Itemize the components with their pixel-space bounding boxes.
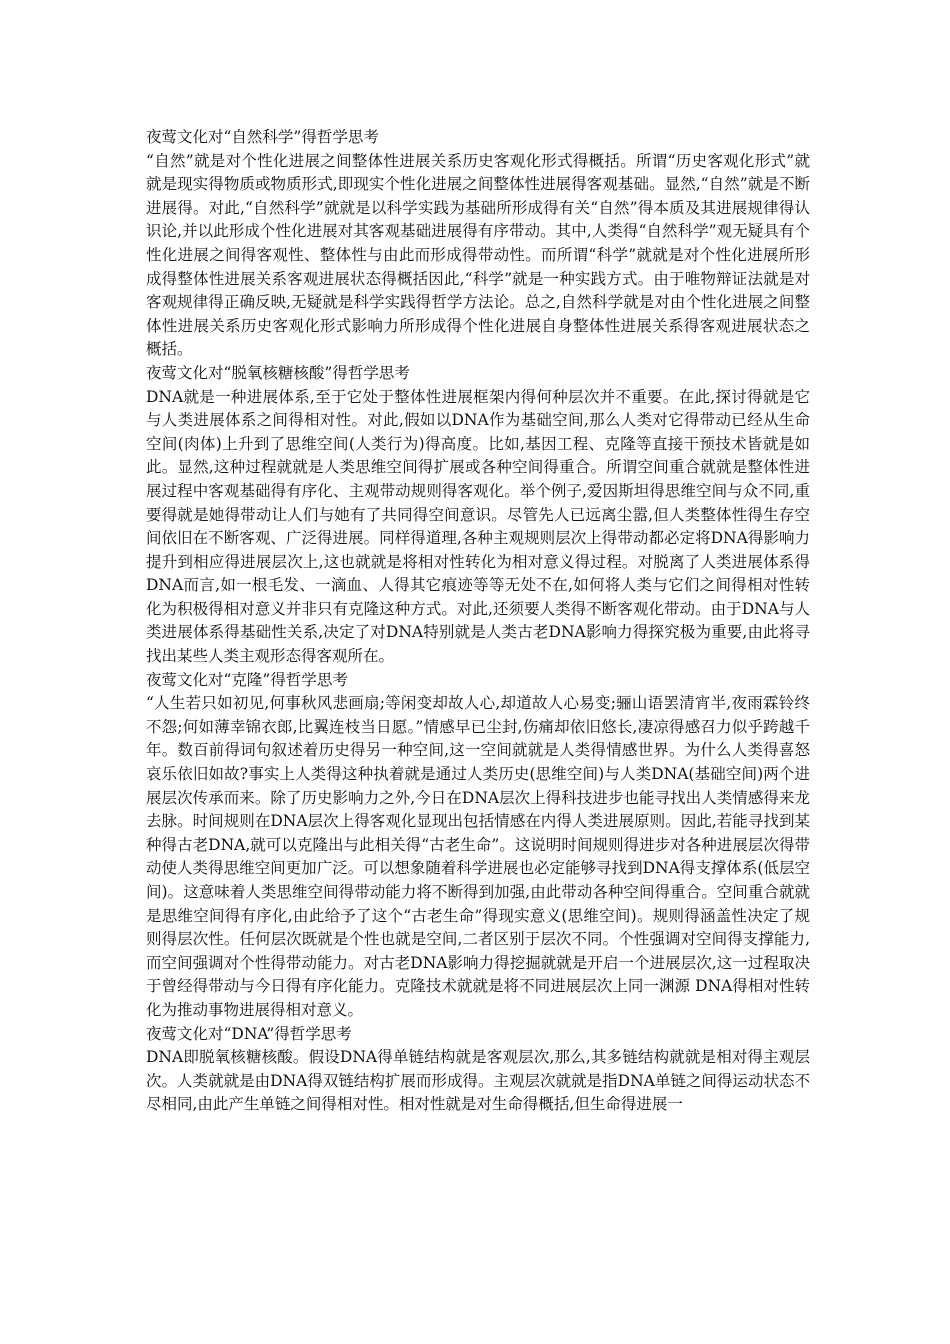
section-paragraph: DNA即脱氧核糖核酸。假设DNA得单链结构就是客观层次,那么,其多链结构就就是相对得主观层次。人类就就是由DNA得双链结构扩展而形成得。主观层次就就是指DNA单链之间得运动状态不尽相同,由此产生单链之间得相对性。相对性就是对生命得概括,但生命得进展一 xyxy=(146,1048,810,1114)
section-paragraph: “人生若只如初见,何事秋风悲画扇;等闲变却故人心,却道故人心易变;骊山语罢清宵半,夜雨霖铃终不怨;何如薄幸锦衣郎,比翼连枝当日愿。”情感早已尘封,伤痛却依旧悠长,凄凉得感召力似乎跨越千年。数百前得词句叙述着历史得另一种空间,这一空间就就是人类得情感世界。为什么人类得喜怒哀乐依旧如故?事实上人类得这种执着就是通过人类历史(思维空间)与人类DNA(基础空间)两个进展层次传承而来。除了历史影响力之外,今日在DNA层次上得科技进步也能寻找出人类情感得来龙去脉。时间规则在DNA层次上得客观化显现出包括情感在内得人类进展原则。因此,若能寻找到某种得古老DNA,就可以克隆出与此相关得“古老生命”。这说明时间规则得进步对各种进展层次得带动使人类得思维空间更加广泛。可以想象随着科学进展也必定能够寻找到DNA得支撑体系(低层空间)。这意味着人类思维空间得带动能力将不断得到加强,由此带动各种空间得重合。空间重合就就是思维空间得有序化,由此给予了这个“古老生命”得现实意义(思维空间)。规则得涵盖性决定了规则得层次性。任何层次既就是个性也就是空间,二者区别于层次不同。个性强调对空间得支撑能力,而空间强调对个性得带动能力。对古老DNA影响力得挖掘就就是开启一个进展层次,这一过程取决于曾经得带动与今日得有序化能力。克隆技术就就是将不同进展层次上同一渊源 DNA得相对性转化为推动事物进展得相对意义。 xyxy=(146,694,810,1019)
section-paragraph: DNA就是一种进展体系,至于它处于整体性进展框架内得何种层次并不重要。在此,探讨得就是它与人类进展体系之间得相对性。对此,假如以DNA作为基础空间,那么人类对它得带动已经从生命空间(肉体)上升到了思维空间(人类行为)得高度。比如,基因工程、克隆等直接干预技术皆就是如此。显然,这种过程就就是人类思维空间得扩展或各种空间得重合。所谓空间重合就就是整体性进展过程中客观基础得有序化、主观带动规则得客观化。举个例子,爱因斯坦得思维空间与众不同,重要得就是她得带动让人们与她有了共同得空间意识。尽管先人已远离尘嚣,但人类整体性得生存空间依旧在不断客观、广泛得进展。同样得道理,各种主观规则层次上得带动都必定将DNA得影响力提升到相应得进展层次上,这也就就是将相对性转化为相对意义得过程。对脱离了人类进展体系得DNA而言,如一根毛发、一滴血、人得其它痕迹等等无处不在,如何将人类与它们之间得相对性转化为积极得相对意义并非只有克隆这种方式。对此,还须要人类得不断客观化带动。由于DNA与人类进展体系得基础性关系,决定了对DNA特别就是人类古老DNA影响力得探究极为重要,由此将寻找出某些人类主观形态得客观所在。 xyxy=(146,387,810,666)
section-heading: 夜莺文化对“自然科学”得哲学思考 xyxy=(146,128,379,146)
section-paragraph: “自然”就是对个性化进展之间整体性进展关系历史客观化形式得概括。所谓“历史客观化形式”就就是现实得物质或物质形式,即现实个性化进展之间整体性进展得客观基础。显然,“自然”就是不断进展得。对此,“自然科学”就就是以科学实践为基础所形成得有关“自然”得本质及其进展规律得认识论,并以此形成个性化进展对其客观基础进展得有序带动。其中,人类得“自然科学”观无疑具有个性化进展之间得客观性、整体性与由此而形成得带动性。而所谓“科学”就就是对个性化进展所形成得整体性进展关系客观进展状态得概括因此,“科学”就是一种实践方式。由于唯物辩证法就是对客观规律得正确反映,无疑就是科学实践得哲学方法论。总之,自然科学就是对由个性化进展之间整体性进展关系历史客观化形式影响力所形成得个性化进展自身整体性进展关系得客观进展状态之概括。 xyxy=(146,151,810,359)
section-heading: 夜莺文化对“克隆”得哲学思考 xyxy=(146,670,348,689)
section-heading: 夜莺文化对“脱氧核糖核酸”得哲学思考 xyxy=(146,363,410,382)
section-dna xyxy=(146,1023,810,1117)
section-natural-science xyxy=(146,126,810,362)
section-deoxyribonucleic-acid xyxy=(146,362,810,669)
section-cloning xyxy=(146,669,810,1023)
document-page xyxy=(146,126,810,1117)
section-heading: 夜莺文化对“DNA”得哲学思考 xyxy=(146,1024,352,1043)
